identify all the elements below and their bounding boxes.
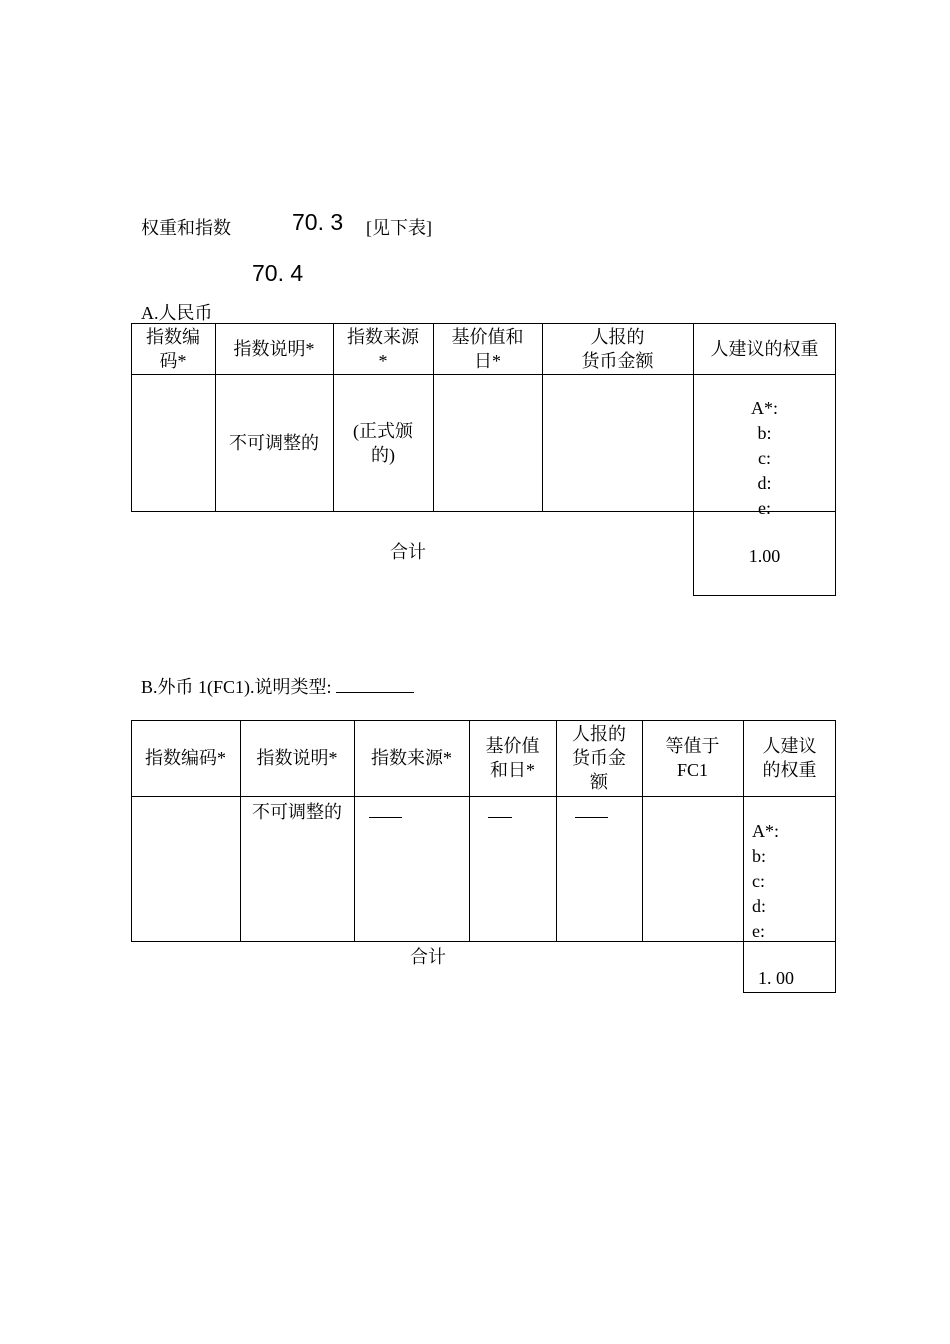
b-header-index-source: 指数来源* <box>371 748 452 768</box>
b-header-proposed-weight: 人建议 的权重 <box>762 736 817 780</box>
a-header-proposed-weight: 人建议的权重 <box>710 338 819 359</box>
heading-label: 权重和指数 <box>141 218 231 238</box>
b-weight-b: b: <box>752 846 767 866</box>
b-weight-e: e: <box>752 921 765 941</box>
a-weight-b: b: <box>757 423 772 443</box>
a-weight-d: d: <box>757 473 772 493</box>
a-weight-a: A*: <box>751 398 778 418</box>
a-header-base-value-date: 基价值和 日* <box>451 326 524 371</box>
b-header-base-value-date: 基价值 和日* <box>485 736 540 780</box>
clause-number-70-3: 70. 3 <box>292 209 344 235</box>
b-total-label: 合计 <box>410 947 446 967</box>
a-header-index-description: 指数说明* <box>233 338 315 359</box>
type-blank-field <box>336 674 414 693</box>
b-amount-blank <box>575 817 608 818</box>
b-weight-c: c: <box>752 871 765 891</box>
b-header-equivalent-fc1: 等值于 FC1 <box>665 736 720 780</box>
b-header-currency-amount: 人报的 货币金 额 <box>572 724 626 792</box>
b-weight-d: d: <box>752 896 767 916</box>
a-weight-c: c: <box>758 448 771 468</box>
a-header-index-code: 指数编 码* <box>146 326 200 371</box>
a-weight-e: e: <box>758 498 771 518</box>
section-b-title: B.外币 1(FC1).说明类型: <box>141 673 414 699</box>
b-header-index-description: 指数说明* <box>256 748 338 768</box>
a-total-label: 合计 <box>390 542 426 562</box>
b-weight-a: A*: <box>752 821 779 841</box>
see-table-note: [见下表] <box>366 218 432 238</box>
b-total-value: 1. 00 <box>758 968 794 988</box>
a-header-currency-amount: 人报的 货币金额 <box>581 326 654 371</box>
a-row-description: 不可调整的 <box>229 433 319 453</box>
b-base-value-blank <box>488 817 512 818</box>
b-header-index-code: 指数编码* <box>145 748 226 768</box>
b-weights-list <box>752 819 779 944</box>
b-source-blank <box>369 817 402 818</box>
a-row-source: (正式颁 的) <box>353 421 413 465</box>
a-total-value: 1.00 <box>748 546 781 566</box>
a-header-index-source: 指数来源 * <box>347 326 419 371</box>
b-row-description: 不可调整的 <box>252 802 342 822</box>
section-a-title: A.人民币 <box>141 303 213 323</box>
clause-number-70-4: 70. 4 <box>252 260 304 286</box>
a-weights-list <box>693 396 836 521</box>
